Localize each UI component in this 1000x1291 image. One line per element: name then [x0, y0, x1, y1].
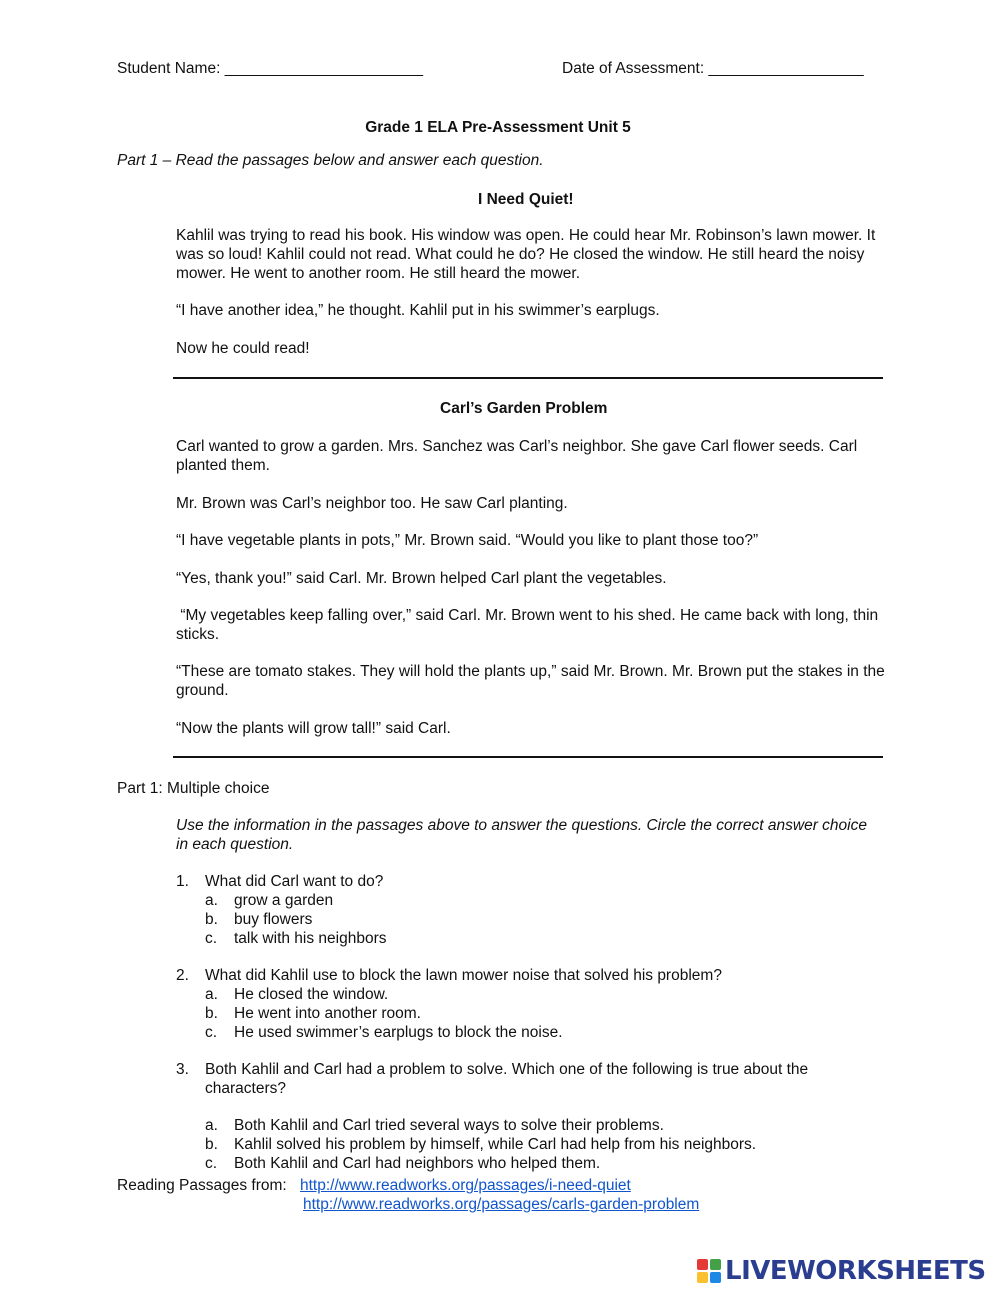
option-letter: b.: [205, 1005, 218, 1022]
passage2-paragraph: “These are tomato stakes. They will hold the plants up,” said Mr. Brown. Mr. Brown put the stakes in the ground.: [176, 663, 885, 699]
option-letter: a.: [205, 986, 218, 1003]
passage2-paragraph: “I have vegetable plants in pots,” Mr. Brown said. “Would you like to plant those too?”: [176, 532, 759, 549]
question-text: What did Carl want to do?: [205, 873, 384, 890]
answer-option[interactable]: He went into another room.: [234, 1005, 421, 1022]
option-letter: c.: [205, 930, 218, 947]
answer-option[interactable]: talk with his neighbors: [234, 930, 387, 947]
mc-instructions: Use the information in the passages above to answer the questions. Circle the correct answer choice in each question.: [176, 817, 867, 853]
option-letter: a.: [205, 1117, 218, 1134]
passage1-paragraph: Kahlil was trying to read his book. His window was open. He could hear Mr. Robinson’s lawn mower. It was so loud! Kahlil could not read. What could he do? He closed the window. He still heard the noisy mower. He went to another room. He still heard the mower.: [176, 227, 876, 282]
answer-option[interactable]: He used swimmer’s earplugs to block the noise.: [234, 1024, 563, 1041]
part1-instructions: Part 1 – Read the passages below and answer each question.: [117, 152, 544, 169]
source-link[interactable]: http://www.readworks.org/passages/i-need-quiet: [300, 1177, 631, 1194]
answer-option[interactable]: grow a garden: [234, 892, 334, 909]
page-title: Grade 1 ELA Pre-Assessment Unit 5: [365, 119, 631, 136]
question-text: Both Kahlil and Carl had a problem to solve. Which one of the following is true about the characters?: [205, 1061, 809, 1097]
option-letter: a.: [205, 892, 218, 909]
student-name-field[interactable]: Student Name: _______________________: [117, 60, 423, 77]
question-number: 3.: [176, 1061, 189, 1078]
question-text: What did Kahlil use to block the lawn mower noise that solved his problem?: [205, 967, 722, 984]
section-divider: [173, 756, 883, 758]
question-number: 2.: [176, 967, 189, 984]
answer-option[interactable]: Kahlil solved his problem by himself, while Carl had help from his neighbors.: [234, 1136, 757, 1153]
logo-text: LIVEWORKSHEETS: [725, 1256, 986, 1286]
passage2-paragraph: Mr. Brown was Carl’s neighbor too. He saw Carl planting.: [176, 495, 568, 512]
passage2-paragraph: “Now the plants will grow tall!” said Carl.: [176, 720, 451, 737]
passage1-paragraph: Now he could read!: [176, 340, 310, 357]
option-letter: b.: [205, 1136, 218, 1153]
passage2-paragraph: Carl wanted to grow a garden. Mrs. Sanchez was Carl’s neighbor. She gave Carl flower seeds. Carl planted them.: [176, 438, 858, 474]
section-divider: [173, 377, 883, 379]
answer-option[interactable]: buy flowers: [234, 911, 313, 928]
passage2-title: Carl’s Garden Problem: [440, 400, 608, 417]
mc-heading: Part 1: Multiple choice: [117, 780, 270, 797]
source-link[interactable]: http://www.readworks.org/passages/carls-garden-problem: [303, 1196, 700, 1213]
option-letter: b.: [205, 911, 218, 928]
passage2-paragraph: “Yes, thank you!” said Carl. Mr. Brown helped Carl plant the vegetables.: [176, 570, 667, 587]
answer-option[interactable]: Both Kahlil and Carl tried several ways to solve their problems.: [234, 1117, 664, 1134]
assessment-date-field[interactable]: Date of Assessment: __________________: [562, 60, 864, 77]
option-letter: c.: [205, 1155, 218, 1172]
question-number: 1.: [176, 873, 189, 890]
passage2-paragraph: “My vegetables keep falling over,” said Carl. Mr. Brown went to his shed. He came back with long, thin sticks.: [176, 607, 883, 643]
liveworksheets-logo: [697, 1256, 986, 1286]
passage1-paragraph: “I have another idea,” he thought. Kahlil put in his swimmer’s earplugs.: [176, 302, 660, 319]
passage1-title: I Need Quiet!: [478, 191, 574, 208]
sources-label: Reading Passages from:: [117, 1177, 287, 1194]
answer-option[interactable]: Both Kahlil and Carl had neighbors who helped them.: [234, 1155, 601, 1172]
answer-option[interactable]: He closed the window.: [234, 986, 389, 1003]
option-letter: c.: [205, 1024, 218, 1041]
liveworksheets-logo-icon: [697, 1257, 723, 1285]
